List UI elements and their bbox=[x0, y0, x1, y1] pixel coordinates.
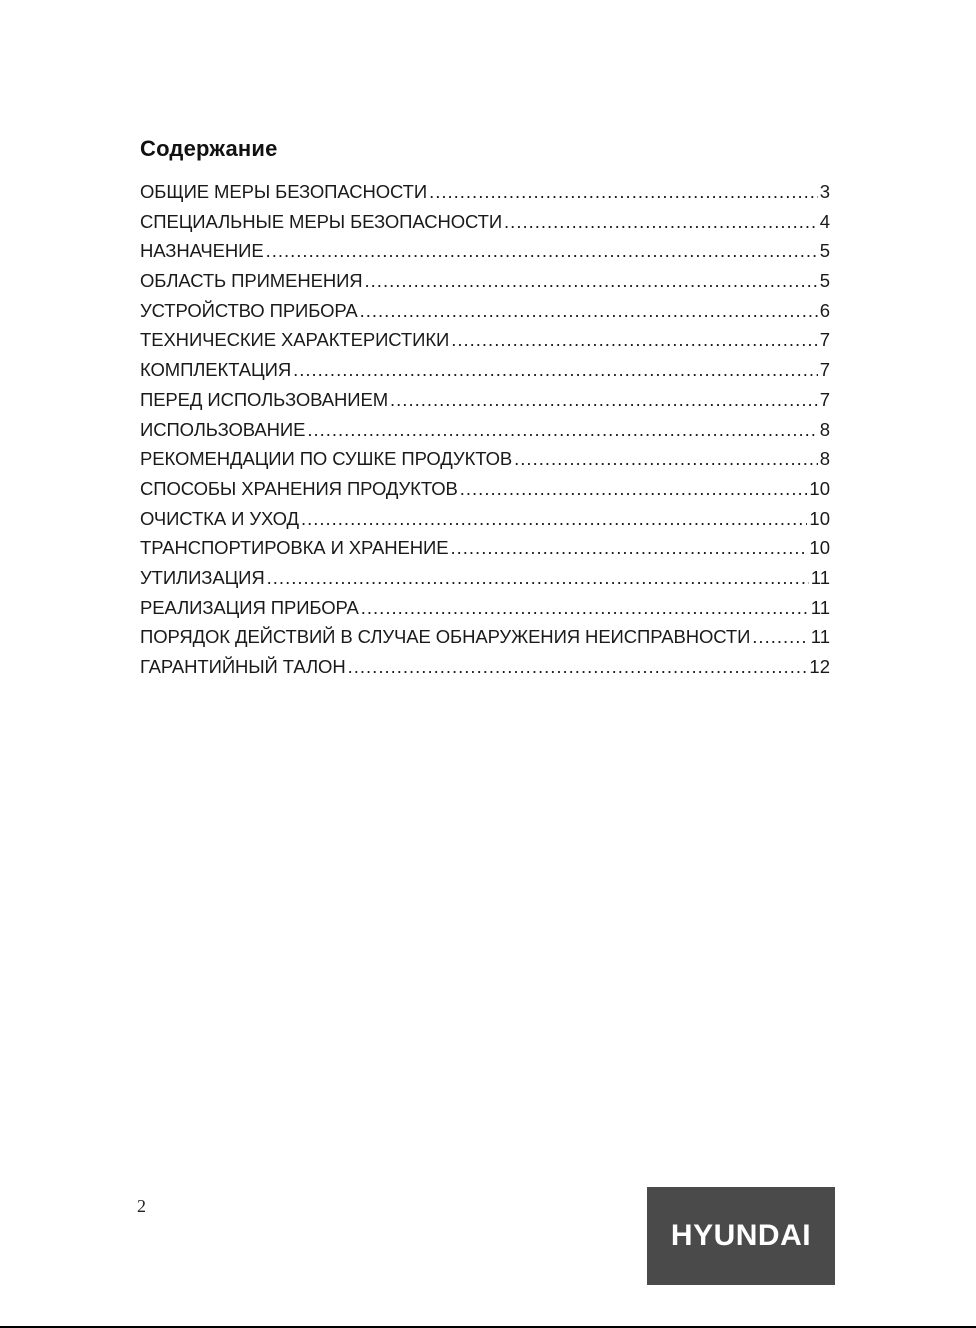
toc-entry bbox=[140, 177, 830, 207]
toc-entry bbox=[140, 474, 830, 504]
toc-entry bbox=[140, 652, 830, 682]
toc-entry bbox=[140, 533, 830, 563]
table-of-contents bbox=[140, 177, 830, 682]
toc-entry-title: КОМПЛЕКТАЦИЯ bbox=[140, 359, 292, 381]
toc-entry bbox=[140, 385, 830, 415]
toc-entry-title: СПЕЦИАЛЬНЫЕ МЕРЫ БЕЗОПАСНОСТИ bbox=[140, 210, 503, 232]
toc-dot-leader bbox=[348, 652, 808, 682]
toc-entry-page: 5 bbox=[819, 270, 830, 292]
toc-entry-page: 5 bbox=[819, 240, 830, 262]
toc-dot-leader bbox=[514, 444, 818, 474]
toc-entry-title: ИСПОЛЬЗОВАНИЕ bbox=[140, 418, 306, 440]
toc-entry bbox=[140, 444, 830, 474]
toc-entry bbox=[140, 563, 830, 593]
toc-dot-leader bbox=[429, 177, 818, 207]
toc-entry-page: 11 bbox=[810, 596, 830, 618]
toc-entry bbox=[140, 593, 830, 623]
toc-entry-title: ОБЛАСТЬ ПРИМЕНЕНИЯ bbox=[140, 270, 363, 292]
toc-entry bbox=[140, 325, 830, 355]
toc-entry-title: ПОРЯДОК ДЕЙСТВИЙ В СЛУЧАЕ ОБНАРУЖЕНИЯ НЕИСПРАВНОСТИ bbox=[140, 626, 751, 648]
toc-entry-title: ОЧИСТКА И УХОД bbox=[140, 507, 299, 529]
toc-entry-page: 7 bbox=[819, 388, 830, 410]
hyundai-logo bbox=[647, 1187, 835, 1285]
toc-entry-title: ТЕХНИЧЕСКИЕ ХАРАКТЕРИСТИКИ bbox=[140, 329, 450, 351]
toc-dot-leader bbox=[390, 385, 818, 415]
toc-entry-page: 12 bbox=[809, 656, 830, 677]
toc-entry-title: УТИЛИЗАЦИЯ bbox=[140, 566, 265, 588]
toc-entry-title: УСТРОЙСТВО ПРИБОРА bbox=[140, 299, 358, 321]
toc-entry-title: ГАРАНТИЙНЫЙ ТАЛОН bbox=[140, 656, 346, 677]
toc-dot-leader bbox=[752, 622, 808, 652]
toc-entry bbox=[140, 296, 830, 326]
toc-entry bbox=[140, 266, 830, 296]
toc-entry-title: СПОСОБЫ ХРАНЕНИЯ ПРОДУКТОВ bbox=[140, 477, 458, 499]
toc-entry-page: 7 bbox=[819, 329, 830, 351]
toc-entry-page: 4 bbox=[819, 210, 830, 232]
toc-dot-leader bbox=[451, 325, 817, 355]
toc-dot-leader bbox=[504, 207, 818, 237]
toc-entry-page: 11 bbox=[810, 626, 830, 648]
toc-dot-leader bbox=[460, 474, 808, 504]
toc-entry bbox=[140, 355, 830, 385]
toc-dot-leader bbox=[360, 296, 818, 326]
toc-dot-leader bbox=[451, 533, 808, 563]
toc-entry-page: 8 bbox=[819, 448, 830, 470]
toc-entry bbox=[140, 236, 830, 266]
toc-dot-leader bbox=[293, 355, 818, 385]
toc-dot-leader bbox=[307, 415, 817, 445]
toc-entry-page: 6 bbox=[819, 299, 830, 321]
toc-entry-title: ТРАНСПОРТИРОВКА И ХРАНЕНИЕ bbox=[140, 537, 449, 559]
logo-text: HYUNDAI bbox=[670, 1219, 812, 1252]
toc-entry-title: РЕАЛИЗАЦИЯ ПРИБОРА bbox=[140, 596, 359, 618]
toc-dot-leader bbox=[365, 266, 818, 296]
toc-dot-leader bbox=[361, 593, 809, 623]
toc-entry-page: 10 bbox=[809, 507, 830, 529]
toc-entry-title: ПЕРЕД ИСПОЛЬЗОВАНИЕМ bbox=[140, 388, 389, 410]
toc-dot-leader bbox=[267, 563, 809, 593]
toc-entry-title: РЕКОМЕНДАЦИИ ПО СУШКЕ ПРОДУКТОВ bbox=[140, 448, 513, 470]
toc-entry bbox=[140, 207, 830, 237]
toc-entry-page: 10 bbox=[809, 537, 830, 559]
toc-entry-page: 11 bbox=[810, 566, 830, 588]
toc-dot-leader bbox=[301, 504, 807, 534]
toc-entry bbox=[140, 415, 830, 445]
toc-entry bbox=[140, 504, 830, 534]
toc-entry-page: 8 bbox=[819, 418, 830, 440]
toc-entry-title: ОБЩИЕ МЕРЫ БЕЗОПАСНОСТИ bbox=[140, 181, 428, 202]
toc-dot-leader bbox=[266, 236, 818, 266]
page-title: Содержание bbox=[140, 136, 278, 161]
toc-entry bbox=[140, 622, 830, 652]
toc-entry-page: 7 bbox=[819, 359, 830, 381]
toc-entry-page: 3 bbox=[819, 181, 830, 202]
page-number: 2 bbox=[137, 1196, 146, 1216]
toc-entry-title: НАЗНАЧЕНИЕ bbox=[140, 240, 264, 262]
toc-entry-page: 10 bbox=[809, 477, 830, 499]
